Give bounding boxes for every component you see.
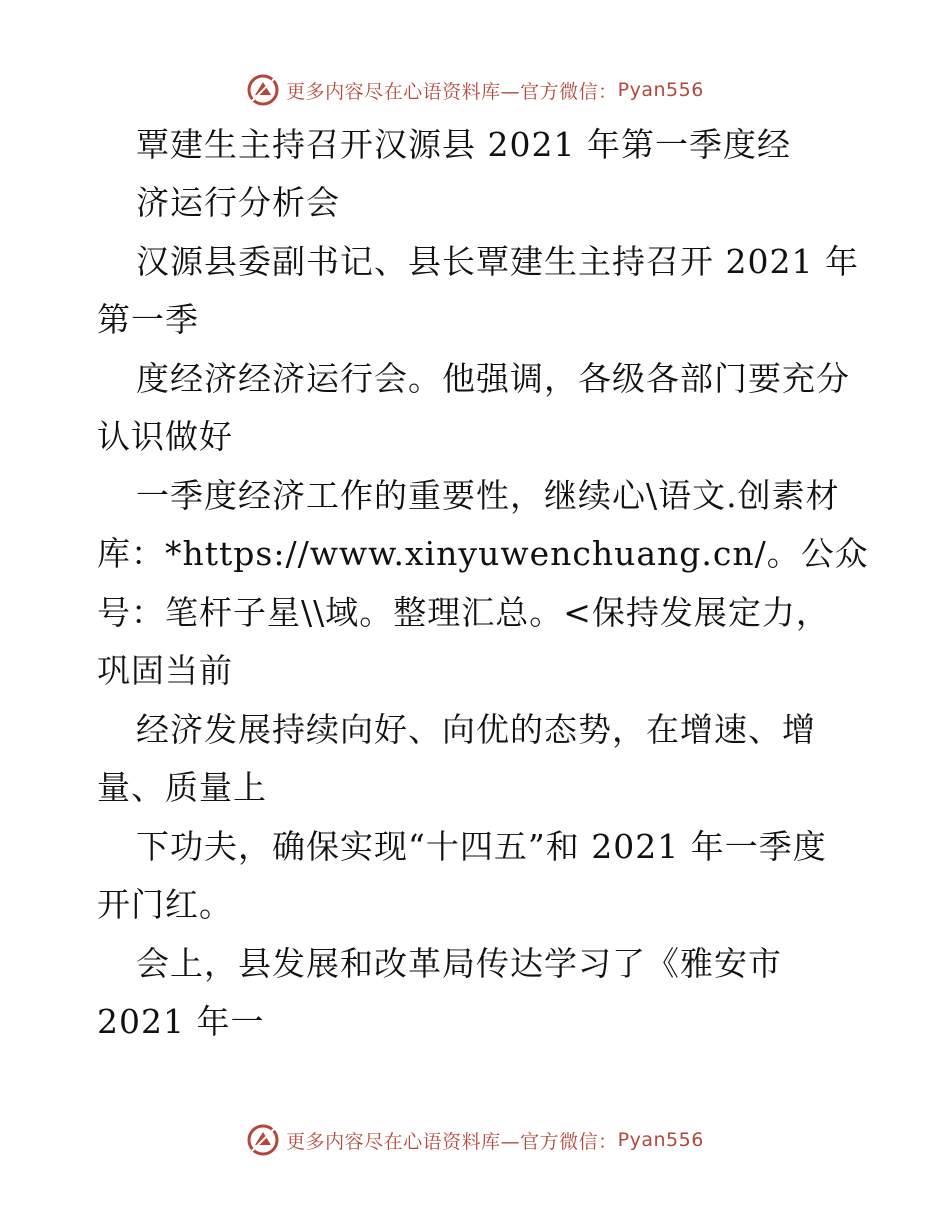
- watermark-handle: Pyan556: [617, 79, 704, 101]
- header-watermark: [0, 70, 950, 110]
- text-line: 库：*https://www.xinyuwenchuang.cn/。公众: [97, 534, 869, 573]
- text-line: 汉源县委副书记、县长覃建生主持召开 2021 年: [136, 242, 859, 281]
- footer-watermark: [0, 1120, 950, 1160]
- text-line: 济运行分析会: [136, 183, 340, 222]
- logo-icon: [246, 1123, 280, 1157]
- text-line: 开门红。: [97, 885, 233, 924]
- text-line: 巩固当前: [97, 651, 233, 690]
- text-line: 2021 年一: [97, 1002, 265, 1041]
- watermark-handle: Pyan556: [617, 1129, 704, 1151]
- logo-icon: [246, 73, 280, 107]
- text-line: 一季度经济工作的重要性，继续心\语文.创素材: [136, 476, 840, 515]
- text-line: 度经济经济运行会。他强调，各级各部门要充分: [136, 359, 850, 398]
- watermark-text: 更多内容尽在心语资料库—官方微信：: [286, 1130, 618, 1153]
- text-line: 经济发展持续向好、向优的态势，在增速、增: [136, 710, 816, 749]
- text-line: 覃建生主持召开汉源县 2021 年第一季度经: [136, 125, 791, 164]
- watermark-text: 更多内容尽在心语资料库—官方微信：: [286, 80, 618, 103]
- text-line: 下功夫，确保实现“十四五”和 2021 年一季度: [136, 827, 827, 866]
- text-line: 号：笔杆子星\\域。整理汇总。<保持发展定力，: [97, 593, 830, 632]
- text-line: 会上，县发展和改革局传达学习了《雅安市: [136, 944, 782, 983]
- text-line: 认识做好: [97, 417, 233, 456]
- text-line: 量、质量上: [97, 768, 267, 807]
- text-line: 第一季: [97, 300, 199, 339]
